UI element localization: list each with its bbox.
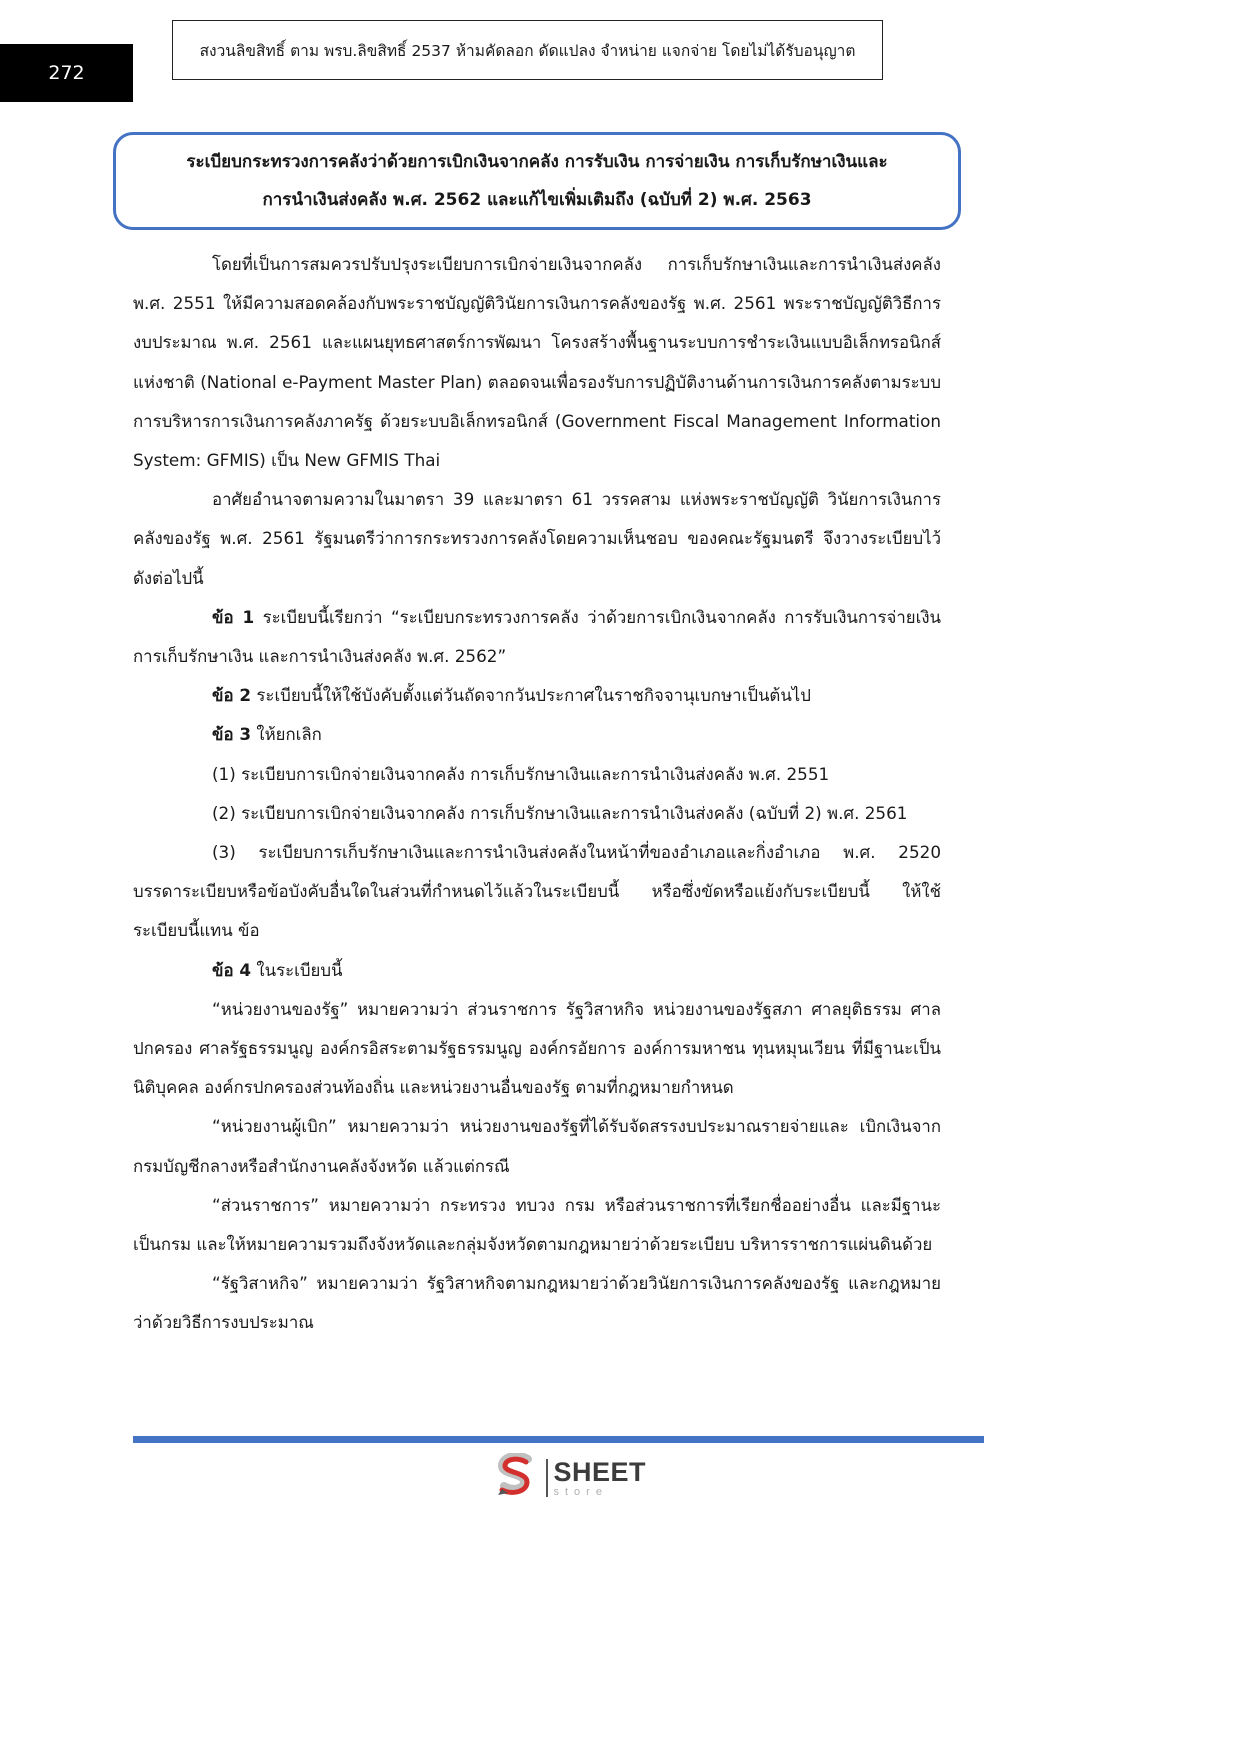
document-title-box xyxy=(113,132,961,230)
definition-disbursing-unit: “หน่วยงานผู้เบิก” หมายความว่า หน่วยงานของรัฐที่ได้รับจัดสรรงบประมาณรายจ่ายและ เบิกเงินจากกรมบัญชีกลางหรือสำนักงานคลังจังหวัด แล้วแต่กรณี xyxy=(133,1116,941,1176)
logo-sub-text: store xyxy=(553,1485,608,1498)
copyright-notice: สงวนลิขสิทธิ์ ตาม พรบ.ลิขสิทธิ์ 2537 ห้ามคัดลอก ดัดแปลง จำหน่าย แจกจ่าย โดยไม่ได้รับอนุญาต xyxy=(199,41,856,60)
clause-3-item-3: (3) ระเบียบการเก็บรักษาเงินและการนำเงินส่งคลังในหน้าที่ของอำเภอและกิ่งอำเภอ พ.ศ. 2520 บรรดาระเบียบหรือข้อบังคับอื่นใดในส่วนที่กำหนดไว้แล้วในระเบียบนี้ หรือซึ่งขัดหรือแย้งกับระเบียบนี้ ให้ใช้ระเบียบนี้แทน ข้อ xyxy=(133,842,941,941)
clause-2-text: ระเบียบนี้ให้ใช้บังคับตั้งแต่วันถัดจากวันประกาศในราชกิจจานุเบกษาเป็นต้นไป xyxy=(251,685,811,706)
clause-3 xyxy=(133,715,941,754)
page-number xyxy=(0,44,133,102)
clause-4 xyxy=(133,951,941,990)
preamble-paragraph: โดยที่เป็นการสมควรปรับปรุงระเบียบการเบิกจ่ายเงินจากคลัง การเก็บรักษาเงินและการนำเงินส่งคลัง พ.ศ. 2551 ให้มีความสอดคล้องกับพระราชบัญญัติวินัยการเงินการคลังของรัฐ พ.ศ. 2561 พระราชบัญญัติวิธีการงบประมาณ พ.ศ. 2561 และแผนยุทธศาสตร์การพัฒนา โครงสร้างพื้นฐานระบบการชำระเงินแบบอิเล็กทรอนิกส์แห่งชาติ (National e-Payment Master Plan) ตลอดจนเพื่อรองรับการปฏิบัติงานด้านการเงินการคลังตามระบบการบริหารการเงินการคลังภาครัฐ ด้วยระบบอิเล็กทรอนิกส์ (Government Fiscal Management Information System: GFMIS) เป็น New GFMIS Thai xyxy=(133,254,941,471)
logo-divider xyxy=(546,1459,548,1497)
sheet-store-logo xyxy=(494,1455,646,1501)
clause-1-text: ระเบียบนี้เรียกว่า “ระเบียบกระทรวงการคลัง ว่าด้วยการเบิกเงินจากคลัง การรับเงินการจ่ายเงิน การเก็บรักษาเงิน และการนำเงินส่งคลัง พ.ศ. 2562” xyxy=(133,606,941,667)
clause-3-item-1: (1) ระเบียบการเบิกจ่ายเงินจากคลัง การเก็บรักษาเงินและการนำเงินส่งคลัง พ.ศ. 2551 xyxy=(212,763,830,784)
document-body xyxy=(133,245,941,1343)
definition-government-agency: “ส่วนราชการ” หมายความว่า กระทรวง ทบวง กรม หรือส่วนราชการที่เรียกชื่ออย่างอื่น และมีฐานะเป็นกรม และให้หมายความรวมถึงจังหวัดและกลุ่มจังหวัดตามกฎหมายว่าด้วยระเบียบ บริหารราชการแผ่นดินด้วย xyxy=(133,1194,941,1255)
document-title-line-1: ระเบียบกระทรวงการคลังว่าด้วยการเบิกเงินจากคลัง การรับเงิน การจ่ายเงิน การเก็บรักษาเงินและ xyxy=(186,152,888,172)
clause-2-label: ข้อ 2 xyxy=(212,685,252,706)
clause-3-label: ข้อ 3 xyxy=(212,724,252,745)
page-number-text: 272 xyxy=(48,62,85,84)
document-title-line-2: การนำเงินส่งคลัง พ.ศ. 2562 และแก้ไขเพิ่มเติมถึง (ฉบับที่ 2) พ.ศ. 2563 xyxy=(262,190,812,210)
clause-1-label: ข้อ 1 xyxy=(212,606,255,627)
logo-brand-text: SHEET xyxy=(553,1456,647,1487)
authority-paragraph: อาศัยอำนาจตามความในมาตรา 39 และมาตรา 61 วรรคสาม แห่งพระราชบัญญัติ วินัยการเงินการคลังของรัฐ พ.ศ. 2561 รัฐมนตรีว่าการกระทรวงการคลังโดยความเห็นชอบ ของคณะรัฐมนตรี จึงวางระเบียบไว้ ดังต่อไปนี้ xyxy=(133,489,941,588)
clause-2 xyxy=(133,676,941,715)
clause-3-item-2: (2) ระเบียบการเบิกจ่ายเงินจากคลัง การเก็บรักษาเงินและการนำเงินส่งคลัง (ฉบับที่ 2) พ.ศ. 2561 xyxy=(212,802,908,823)
clause-1 xyxy=(133,598,941,676)
clause-3-text: ให้ยกเลิก xyxy=(251,724,322,745)
clause-4-label: ข้อ 4 xyxy=(212,959,252,980)
definition-state-agency: “หน่วยงานของรัฐ” หมายความว่า ส่วนราชการ รัฐวิสาหกิจ หน่วยงานของรัฐสภา ศาลยุติธรรม ศาลปกครอง ศาลรัฐธรรมนูญ องค์กรอิสระตามรัฐธรรมนูญ องค์กรอัยการ องค์การมหาชน ทุนหมุนเวียน ที่มีฐานะเป็นนิติบุคคล องค์กรปกครองส่วนท้องถิ่น และหน่วยงานอื่นของรัฐ ตามที่กฎหมายกำหนด xyxy=(133,998,941,1098)
copyright-notice-box xyxy=(172,20,883,80)
logo-wordmark xyxy=(553,1456,647,1498)
clause-4-text: ในระเบียบนี้ xyxy=(251,959,343,980)
footer-divider xyxy=(133,1436,984,1443)
definition-state-enterprise: “รัฐวิสาหกิจ” หมายความว่า รัฐวิสาหกิจตามกฎหมายว่าด้วยวินัยการเงินการคลังของรัฐ และกฎหมายว่าด้วยวิธีการงบประมาณ xyxy=(133,1273,941,1333)
sheet-store-s-icon xyxy=(494,1453,538,1503)
